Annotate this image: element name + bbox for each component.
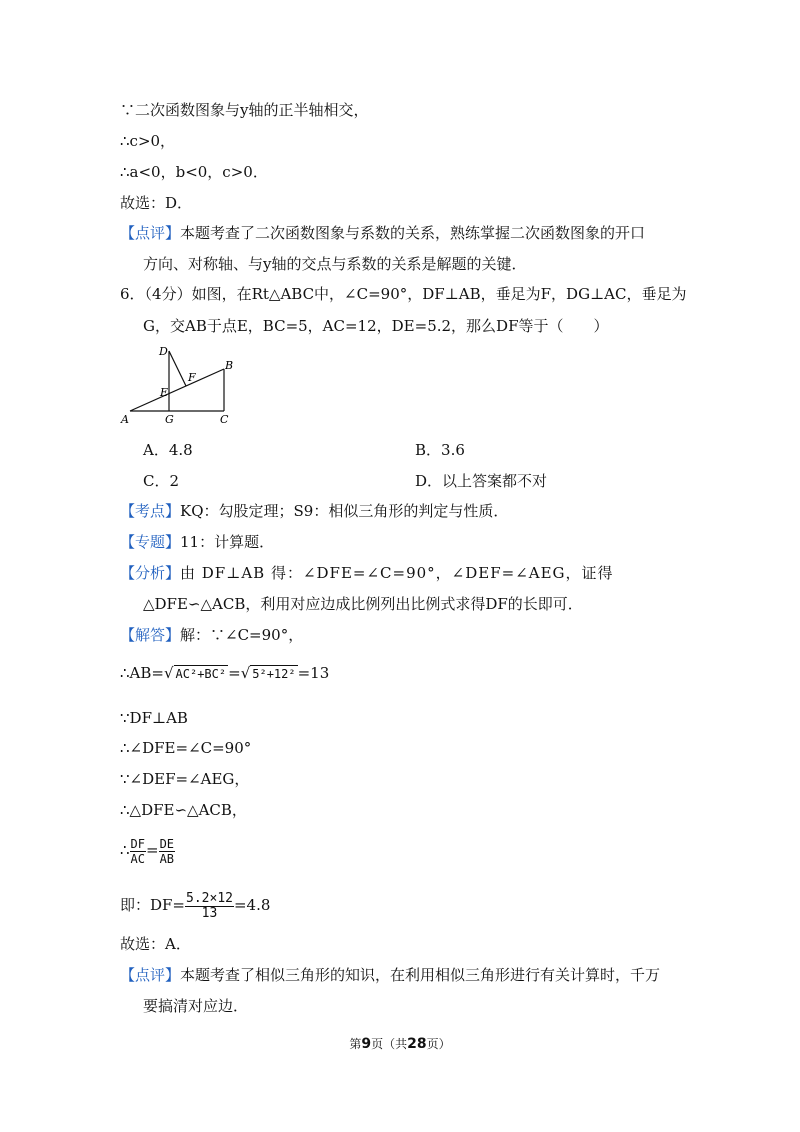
text-line: ∴c>0， <box>120 132 176 150</box>
footer-post: 页） <box>426 1037 451 1051</box>
ratio-equals: = <box>146 841 159 859</box>
fenxi-text: 由 DF⊥AB 得：∠DFE=∠C=90°，∠DEF=∠AEG，证得 <box>180 564 614 582</box>
review2-tag: 【点评】 <box>120 966 181 984</box>
sqrt-sign: √ <box>163 664 174 682</box>
geometry-figure <box>118 343 243 428</box>
footer-total-pages: 28 <box>407 1036 427 1052</box>
label-e: E <box>160 386 169 399</box>
fraction-de-ab <box>159 837 175 866</box>
ratio-num2: DE <box>159 836 175 851</box>
option-c: C．2 <box>143 472 180 490</box>
ab-sqrt2: 5²+12² <box>252 667 296 681</box>
ratio-prefix: ∴ <box>120 841 130 859</box>
footer-pre: 第 <box>349 1037 362 1051</box>
step-line: ∵DF⊥AB <box>120 709 188 727</box>
label-d: D <box>159 345 168 358</box>
footer-mid: 页（共 <box>371 1037 408 1051</box>
df-equation <box>120 888 270 922</box>
review2-paragraph <box>120 965 660 985</box>
segment-df <box>169 351 186 386</box>
kaodian-paragraph <box>120 501 508 521</box>
fraction-df-ac <box>130 837 146 866</box>
jieda-tag: 【解答】 <box>120 626 181 644</box>
label-b: B <box>225 359 234 372</box>
df-den: 13 <box>201 905 218 921</box>
ratio-equation <box>120 833 175 867</box>
label-a: A <box>121 413 129 426</box>
ab-result: =13 <box>297 664 330 682</box>
ab-sqrt1: AC²+BC² <box>175 667 227 681</box>
ratio-den2: AB <box>159 851 175 866</box>
review-paragraph <box>120 223 645 243</box>
ab-equals: = <box>228 664 241 682</box>
label-g: G <box>165 413 174 426</box>
zhuanti-text: 11：计算题． <box>180 533 275 551</box>
step-line: ∵∠DEF=∠AEG， <box>120 770 250 788</box>
ratio-den1: AC <box>130 851 145 866</box>
label-f: F <box>188 371 196 384</box>
kaodian-text: KQ：勾股定理；S9：相似三角形的判定与性质． <box>180 502 509 520</box>
ab-equation <box>120 663 329 683</box>
fraction-df <box>185 892 234 921</box>
choice-line: 故选：A． <box>120 935 191 953</box>
review2-text: 本题考查了相似三角形的知识，在利用相似三角形进行有关计算时，千万 <box>180 966 661 984</box>
ab-prefix: ∴AB= <box>120 664 164 682</box>
text-line: ∵二次函数图象与y轴的正半轴相交， <box>120 101 369 119</box>
page-footer <box>0 1035 800 1052</box>
text-line: 故选：D． <box>120 194 193 212</box>
question-6-stem: 6．（4分）如图，在Rt△ABC中，∠C=90°，DF⊥AB，垂足为F，DG⊥AC，垂足为 <box>120 285 687 303</box>
review-text-cont: 方向、对称轴、与y轴的交点与系数的关系是解题的关键． <box>143 255 527 273</box>
kaodian-tag: 【考点】 <box>120 502 181 520</box>
df-prefix: 即：DF= <box>120 896 186 914</box>
zhuanti-tag: 【专题】 <box>120 533 181 551</box>
zhuanti-paragraph <box>120 532 274 552</box>
jieda-text: 解：∵∠C=90°， <box>180 626 304 644</box>
fenxi-paragraph <box>120 563 614 583</box>
label-c: C <box>220 413 229 426</box>
segment-ab <box>130 369 224 411</box>
option-d: D．以上答案都不对 <box>415 472 548 490</box>
jieda-paragraph <box>120 625 303 645</box>
question-6-stem-cont: G，交AB于点E，BC=5，AC=12，DE=5.2，那么DF等于（ ） <box>143 317 609 335</box>
option-b: B．3.6 <box>415 441 465 459</box>
review2-text-cont: 要搞清对应边． <box>143 997 249 1015</box>
fenxi-tag: 【分析】 <box>120 564 181 582</box>
sqrt-sign: √ <box>240 664 251 682</box>
df-result: =4.8 <box>233 896 271 914</box>
step-line: ∴△DFE∽△ACB， <box>120 801 247 819</box>
df-num: 5.2×12 <box>186 890 233 906</box>
review-tag: 【点评】 <box>120 224 181 242</box>
option-a: A．4.8 <box>143 441 193 459</box>
footer-page-number: 9 <box>361 1036 372 1052</box>
ratio-num1: DF <box>130 836 145 851</box>
fenxi-text-cont: △DFE∽△ACB，利用对应边成比例列出比例式求得DF的长即可． <box>143 595 583 613</box>
review-text: 本题考查了二次函数图象与系数的关系，熟练掌握二次函数图象的开口 <box>180 224 646 242</box>
step-line: ∴∠DFE=∠C=90° <box>120 739 252 757</box>
text-line: ∴a<0，b<0，c>0． <box>120 163 268 181</box>
